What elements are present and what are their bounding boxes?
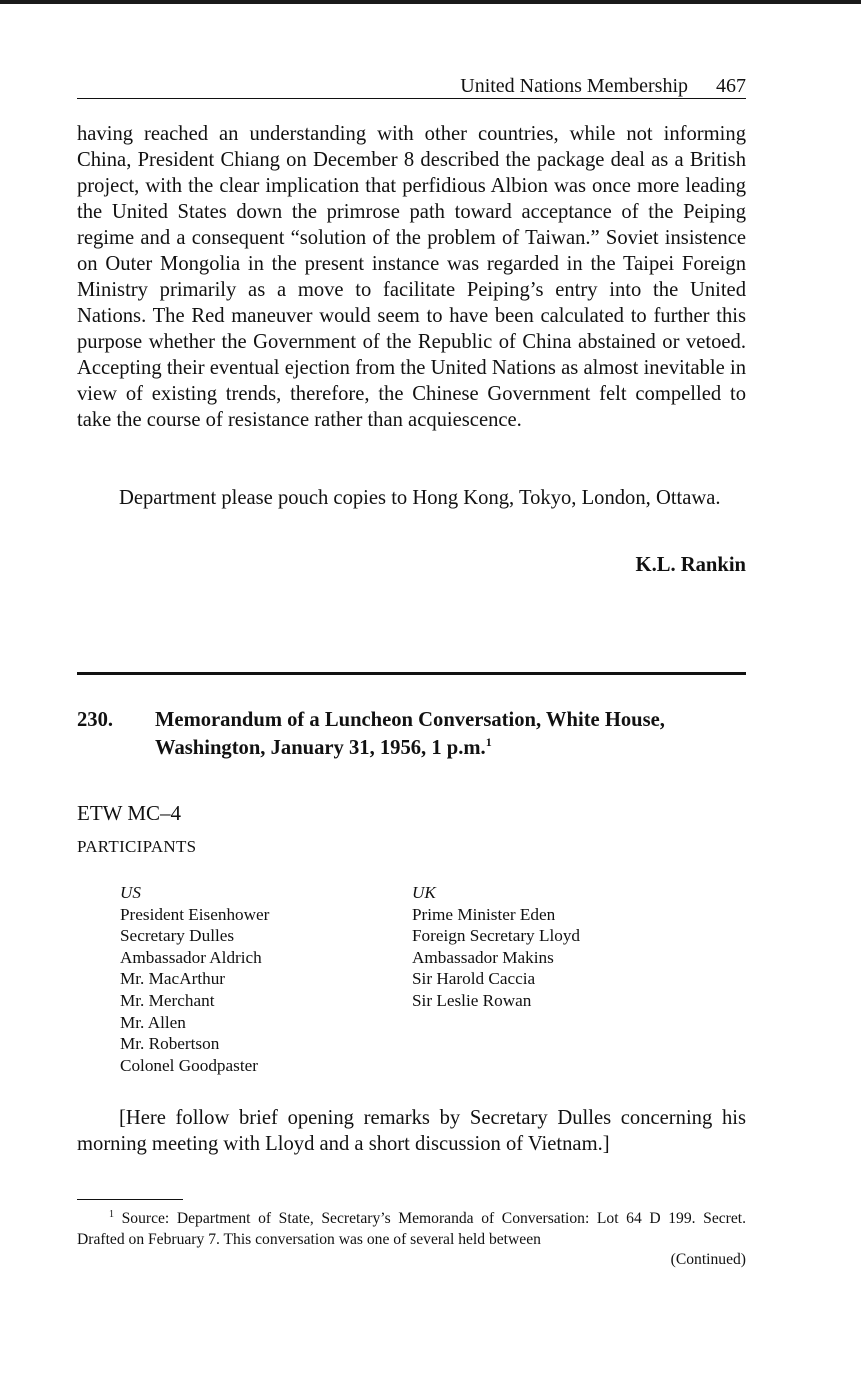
footnote-text: Source: Department of State, Secretary’s Memoranda of Conversation: Lot 64 D 199. Secret. Drafted on February 7. This conversation was one of several held between <box>77 1210 747 1248</box>
uk-heading: UK <box>412 883 436 902</box>
body-paragraph-3: [Here follow brief opening remarks by Secretary Dulles concerning his morning meeting with Lloyd and a short discussion of Vietnam.] <box>77 1107 746 1155</box>
footnote-continued: (Continued) <box>670 1251 746 1268</box>
participant-name: Sir Harold Caccia <box>412 969 536 989</box>
document-title <box>155 706 750 762</box>
participants-label: PARTICIPANTS <box>77 837 197 856</box>
footnote-marker: 1 <box>109 1208 114 1220</box>
participant-name: President Eisenhower <box>120 904 270 924</box>
participant-name: Prime Minister Eden <box>412 904 556 924</box>
footnote-rule <box>77 1199 183 1200</box>
section-divider <box>77 672 746 675</box>
document-title-text: Memorandum of a Luncheon Conversation, White House, Washington, January 31, 1956, 1 p.m. <box>155 709 665 759</box>
participant-name: Sir Leslie Rowan <box>412 990 532 1010</box>
footnote <box>77 1209 746 1250</box>
title-footnote-ref[interactable]: 1 <box>485 735 492 750</box>
document-number: 230. <box>77 709 114 731</box>
us-participants <box>120 882 269 1076</box>
participant-name: Mr. Merchant <box>120 990 215 1010</box>
participant-name: Ambassador Makins <box>412 947 554 967</box>
participant-name: Ambassador Aldrich <box>120 947 262 967</box>
us-heading: US <box>120 883 142 902</box>
page-number: 467 <box>716 75 746 97</box>
participant-name: Colonel Goodpaster <box>120 1055 258 1075</box>
participant-name: Mr. Robertson <box>120 1034 220 1054</box>
uk-participants <box>412 882 580 1012</box>
participant-name: Foreign Secretary Lloyd <box>412 926 581 946</box>
page-top-edge <box>0 0 861 4</box>
participant-name: Secretary Dulles <box>120 926 235 946</box>
running-head <box>77 74 746 99</box>
signature: K.L. Rankin <box>635 554 746 576</box>
body-paragraph-2: Department please pouch copies to Hong Kong, Tokyo, London, Ottawa. <box>119 487 721 509</box>
running-title: United Nations Membership <box>460 75 688 97</box>
participant-name: Mr. Allen <box>120 1012 186 1032</box>
document-code: ETW MC–4 <box>77 801 182 825</box>
participant-name: Mr. MacArthur <box>120 969 226 989</box>
body-paragraph-1: having reached an understanding with other countries, while not informing China, President Chiang on December 8 described the package deal as a British project, with the clear implication that perfidious Albion was once more leading the United States down the primrose path toward acceptance of the Peiping regime and a consequent “solution of the problem of Taiwan.” Soviet insistence on Outer Mongolia in the present instance was regarded in the Taipei Foreign Ministry primarily as a move to facilitate Peiping’s entry into the United Nations. The Red maneuver would seem to have been calculated to further this purpose whether the Government of the Republic of China abstained or vetoed. Accepting their eventual ejection from the United Nations as almost inevitable in view of existing trends, therefore, the Chinese Government felt compelled to take the course of resistance rather than acquiescence. <box>77 123 746 431</box>
